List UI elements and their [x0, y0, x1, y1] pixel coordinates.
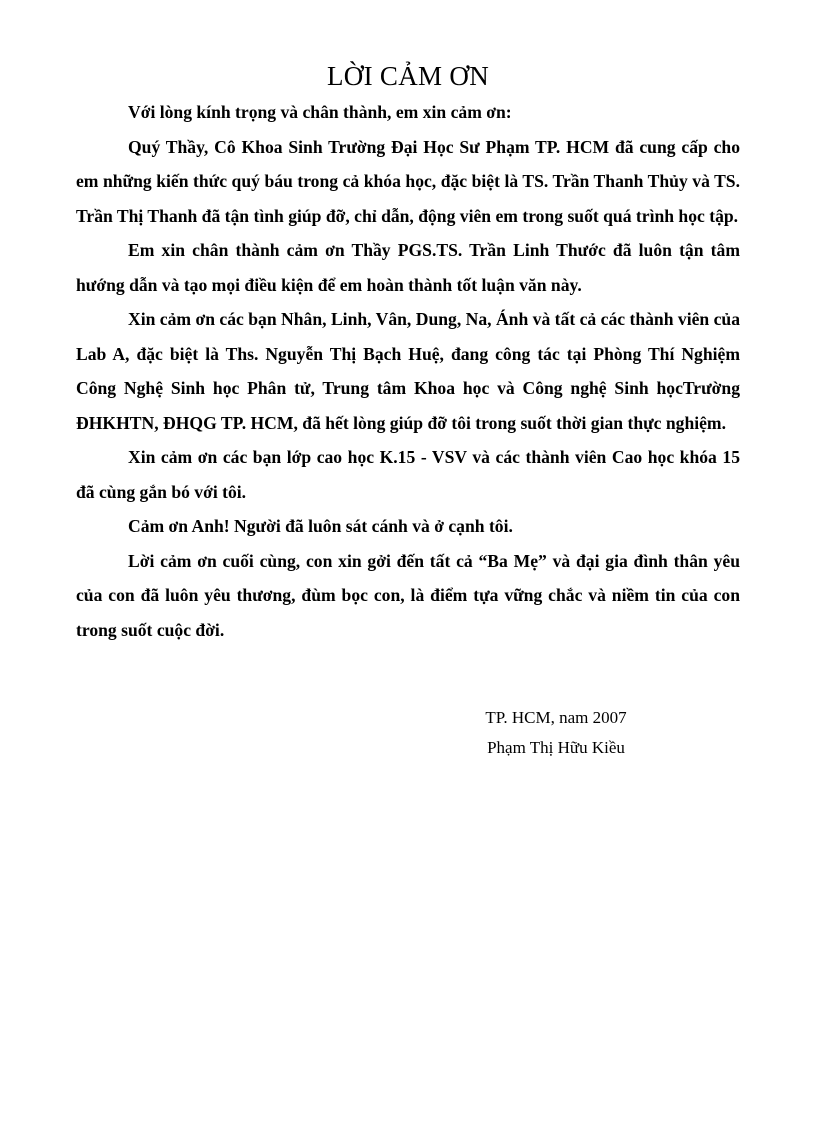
page-title: LỜI CẢM ƠN: [327, 61, 489, 91]
signature-author-text: Phạm Thị Hữu Kiều: [487, 737, 625, 757]
signature-author: [76, 733, 740, 763]
acknowledgement-paragraph-3: Xin cảm ơn các bạn Nhân, Linh, Vân, Dung, Na, Ánh và tất cả các thành viên của Lab A, đặc biệt là Ths. Nguyễn Thị Bạch Huệ, đang công tác tại Phòng Thí Nghiệm Công Nghệ Sinh học Phân tử, Trung tâm Khoa học và Công nghệ Sinh họcTrường ĐHKHTN, ĐHQG TP. HCM, đã hết lòng giúp đỡ tôi trong suốt thời gian thực nghiệm.: [76, 309, 740, 433]
signature-place-date-text: TP. HCM, nam 2007: [485, 708, 627, 727]
acknowledgement-paragraph-2: Em xin chân thành cảm ơn Thầy PGS.TS. Trần Linh Thước đã luôn tận tâm hướng dẫn và tạo mọi điều kiện để em hoàn thành tốt luận văn này.: [76, 240, 740, 295]
signature-block: [76, 703, 740, 762]
acknowledgement-paragraph-6: Lời cảm ơn cuối cùng, con xin gởi đến tất cả “Ba Mẹ” và đại gia đình thân yêu của con đã luôn yêu thương, đùm bọc con, là điểm tựa vững chắc và niềm tin của con trong suốt cuộc đời.: [76, 550, 740, 640]
acknowledgement-body: [76, 93, 740, 647]
document-content: [76, 0, 740, 647]
acknowledgement-paragraph-1: Quý Thầy, Cô Khoa Sinh Trường Đại Học Sư Phạm TP. HCM đã cung cấp cho em những kiến thức quý báu trong cả khóa học, đặc biệt là TS. Trần Thanh Thủy và TS. Trần Thị Thanh đã tận tình giúp đỡ, chỉ dẫn, động viên em trong suốt quá trình học tập.: [76, 136, 740, 226]
signature-place-date: [76, 703, 740, 733]
acknowledgement-paragraph-5: Cảm ơn Anh! Người đã luôn sát cánh và ở cạnh tôi.: [128, 516, 513, 536]
acknowledgement-paragraph-4: Xin cảm ơn các bạn lớp cao học K.15 - VSV và các thành viên Cao học khóa 15 đã cùng gắn bó với tôi.: [76, 447, 740, 502]
acknowledgement-lead-line: Với lòng kính trọng và chân thành, em xin cảm ơn:: [128, 102, 512, 122]
